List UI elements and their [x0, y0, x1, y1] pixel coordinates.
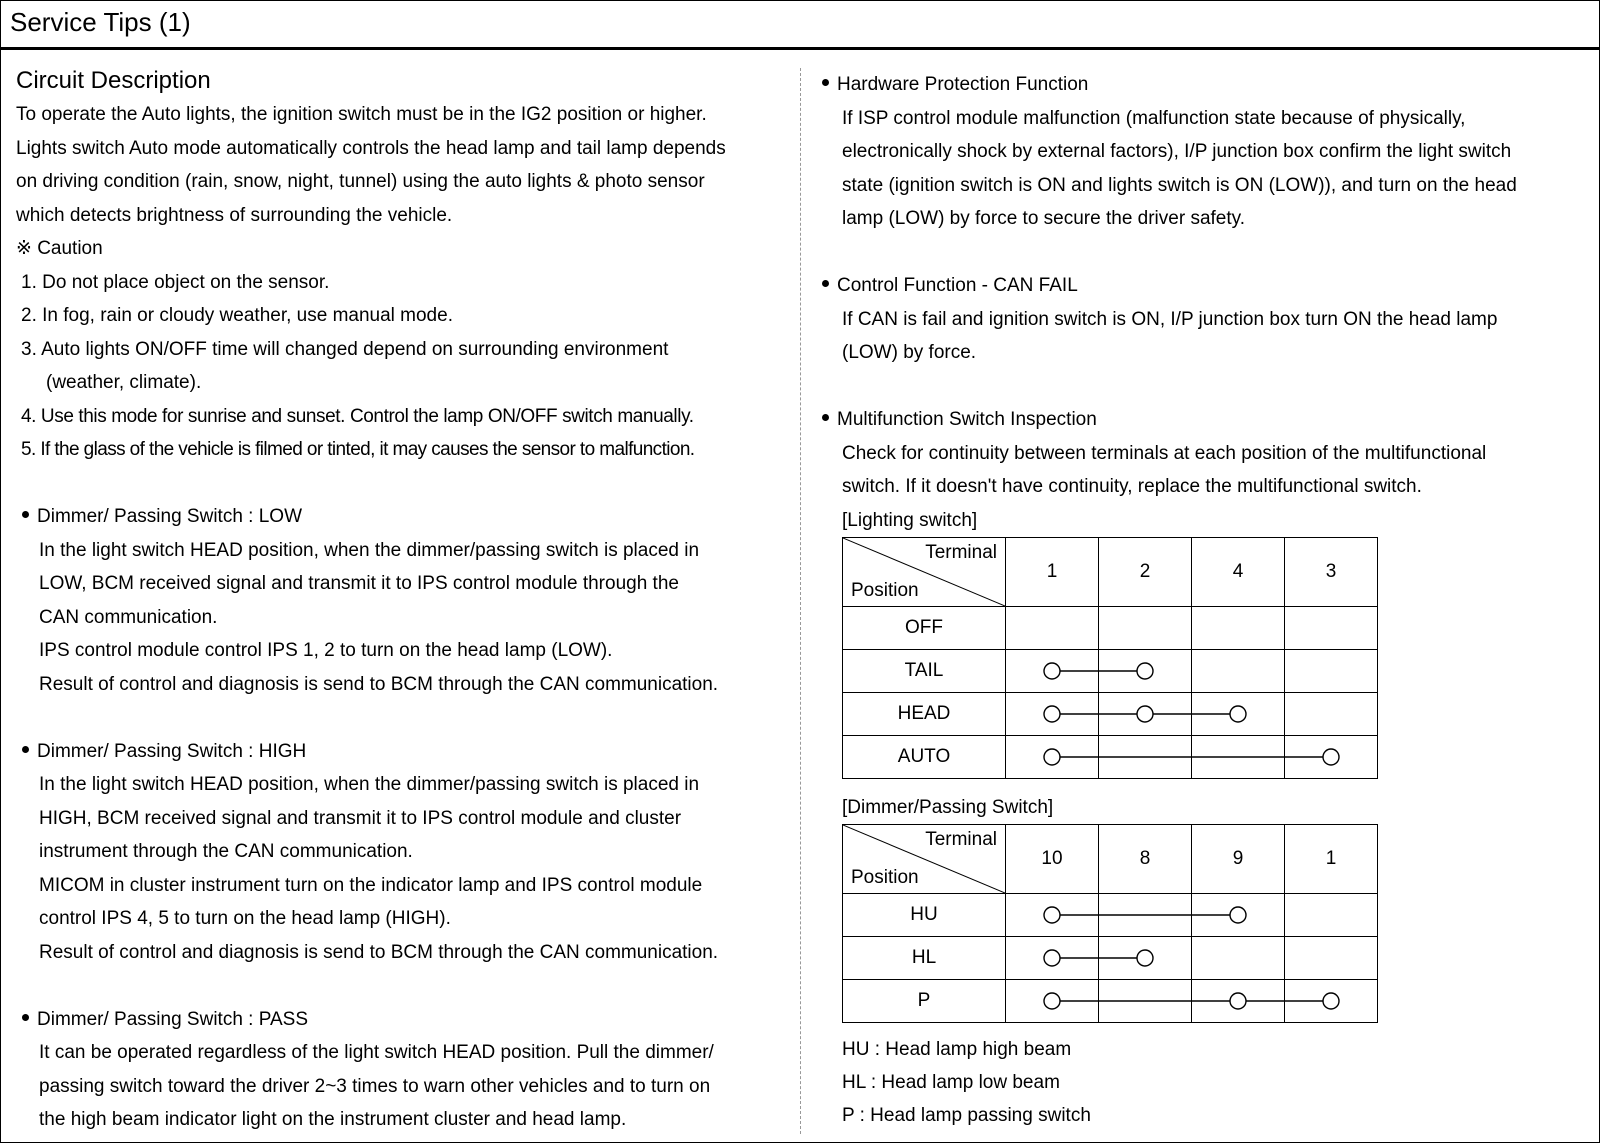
position-row-label: OFF [843, 606, 1006, 649]
low-section-title [16, 500, 786, 534]
high-line: HIGH, BCM received signal and transmit it to IPS control module and cluster [39, 807, 682, 829]
table-cell [1192, 649, 1285, 692]
pass-title-text: Dimmer/ Passing Switch : PASS [37, 1008, 309, 1030]
legend-hl: HL : Head lamp low beam [842, 1071, 1060, 1093]
table-cell [1099, 606, 1192, 649]
terminal-label: Terminal [925, 828, 997, 850]
table-row [843, 979, 1378, 1022]
table-cell [1192, 692, 1285, 735]
position-row-label: HEAD [843, 692, 1006, 735]
intro-line: To operate the Auto lights, the ignition switch must be in the IG2 position or higher. [16, 104, 707, 125]
caution-item: 4. Use this mode for sunrise and sunset. Control the lamp ON/OFF switch manually. [21, 405, 694, 427]
table-row [843, 606, 1378, 649]
intro-line: Lights switch Auto mode automatically controls the head lamp and tail lamp depends [16, 137, 726, 159]
table-cell [1285, 893, 1378, 936]
table-cell [1099, 692, 1192, 735]
table-cell [1006, 735, 1099, 778]
intro-line: which detects brightness of surrounding the vehicle. [16, 204, 453, 226]
terminal-column-header: 1 [1285, 824, 1378, 893]
hw-line: If ISP control module malfunction (malfunction state because of physically, [842, 107, 1466, 129]
circuit-description-heading: Circuit Description [16, 67, 211, 94]
position-row-label: HL [843, 936, 1006, 979]
legend-p: P : Head lamp passing switch [842, 1104, 1091, 1126]
table-cell [1285, 735, 1378, 778]
high-line: Result of control and diagnosis is send to BCM through the CAN communication. [39, 941, 719, 963]
table-cell [1006, 649, 1099, 692]
table-cell [1099, 649, 1192, 692]
bullet-icon [22, 511, 29, 518]
caution-item: 2. In fog, rain or cloudy weather, use manual mode. [21, 305, 453, 326]
left-column [16, 64, 786, 1137]
table-row [843, 735, 1378, 778]
high-line: control IPS 4, 5 to turn on the head lamp (HIGH). [39, 908, 451, 929]
right-column [822, 68, 1592, 1132]
terminal-column-header: 1 [1006, 537, 1099, 606]
table-cell [1285, 979, 1378, 1022]
table-cell [1006, 979, 1099, 1022]
terminal-column-header: 3 [1285, 537, 1378, 606]
caution-title: ※ Caution [16, 238, 103, 259]
caution-item-continued: (weather, climate). [46, 372, 202, 393]
table-cell [1285, 606, 1378, 649]
column-divider [800, 68, 801, 1134]
dimmer-table-caption: [Dimmer/Passing Switch] [842, 796, 1054, 818]
low-line: In the light switch HEAD position, when the dimmer/passing switch is placed in [39, 539, 700, 561]
hw-line: electronically shock by external factors), I/P junction box confirm the light switch [842, 141, 1512, 162]
table-row [843, 936, 1378, 979]
terminal-column-header: 2 [1099, 537, 1192, 606]
lighting-table-caption: [Lighting switch] [842, 509, 978, 531]
table-row [843, 893, 1378, 936]
low-line: CAN communication. [39, 606, 218, 628]
hw-title-text: Hardware Protection Function [837, 74, 1089, 95]
low-line: IPS control module control IPS 1, 2 to turn on the head lamp (LOW). [39, 640, 613, 661]
table-cell [1099, 936, 1192, 979]
table-row [843, 692, 1378, 735]
hw-line: state (ignition switch is ON and lights switch is ON (LOW)), and turn on the head [842, 174, 1517, 196]
high-title-text: Dimmer/ Passing Switch : HIGH [37, 740, 307, 762]
intro-line: on driving condition (rain, snow, night, tunnel) using the auto lights & photo sensor [16, 171, 705, 192]
lighting-switch-table [842, 537, 1378, 779]
page-title: Service Tips (1) [10, 7, 191, 37]
low-title-text: Dimmer/ Passing Switch : LOW [37, 506, 302, 527]
pass-line: passing switch toward the driver 2~3 times to warn other vehicles and to turn on [39, 1075, 711, 1097]
caution-item: 3. Auto lights ON/OFF time will changed depend on surrounding environment [21, 338, 669, 360]
bullet-icon [822, 79, 829, 86]
table-cell [1192, 893, 1285, 936]
table-cell [1192, 606, 1285, 649]
bullet-icon [822, 280, 829, 287]
position-label: Position [851, 866, 919, 888]
position-label: Position [851, 579, 919, 601]
table-cell [1099, 979, 1192, 1022]
can-line: (LOW) by force. [842, 342, 977, 363]
table-cell [1285, 936, 1378, 979]
position-row-label: P [843, 979, 1006, 1022]
multi-section-title [822, 403, 1592, 437]
high-section-title [16, 735, 786, 769]
terminal-label: Terminal [925, 541, 997, 563]
multi-line: switch. If it doesn't have continuity, replace the multifunctional switch. [842, 476, 1422, 497]
bullet-icon [822, 414, 829, 421]
header-diagonal-cell [843, 537, 1006, 606]
caution-item: 5. If the glass of the vehicle is filmed or tinted, it may causes the sensor to malfunction. [21, 439, 695, 460]
table-cell [1006, 606, 1099, 649]
dimmer-switch-table [842, 824, 1378, 1023]
header-diagonal-cell [843, 824, 1006, 893]
pass-line: the high beam indicator light on the instrument cluster and head lamp. [39, 1109, 627, 1130]
table-cell [1192, 735, 1285, 778]
table-cell [1006, 893, 1099, 936]
can-title-text: Control Function - CAN FAIL [837, 275, 1078, 296]
terminal-column-header: 4 [1192, 537, 1285, 606]
hw-line: lamp (LOW) by force to secure the driver safety. [842, 208, 1246, 229]
multi-line: Check for continuity between terminals at each position of the multifunctional [842, 442, 1487, 464]
header-bar [0, 0, 1600, 50]
table-cell [1285, 649, 1378, 692]
lighting-table-wrap [822, 537, 1592, 779]
low-line: Result of control and diagnosis is send to BCM through the CAN communication. [39, 673, 719, 695]
table-cell [1006, 692, 1099, 735]
position-row-label: AUTO [843, 735, 1006, 778]
table-cell [1006, 936, 1099, 979]
low-line: LOW, BCM received signal and transmit it to IPS control module through the [39, 573, 679, 594]
table-row [843, 649, 1378, 692]
legend-hu: HU : Head lamp high beam [842, 1038, 1072, 1060]
pass-line: It can be operated regardless of the light switch HEAD position. Pull the dimmer/ [39, 1042, 714, 1063]
hw-section-title [822, 68, 1592, 102]
can-section-title [822, 269, 1592, 303]
position-row-label: HU [843, 893, 1006, 936]
table-cell [1192, 936, 1285, 979]
pass-section-title [16, 1003, 786, 1037]
position-row-label: TAIL [843, 649, 1006, 692]
high-line: MICOM in cluster instrument turn on the indicator lamp and IPS control module [39, 874, 703, 896]
multi-title-text: Multifunction Switch Inspection [837, 409, 1097, 430]
bullet-icon [22, 746, 29, 753]
table-cell [1192, 979, 1285, 1022]
dimmer-table-wrap [822, 824, 1592, 1023]
caution-item: 1. Do not place object on the sensor. [21, 271, 330, 293]
high-line: instrument through the CAN communication. [39, 841, 413, 862]
table-cell [1099, 735, 1192, 778]
table-cell [1099, 893, 1192, 936]
table-cell [1285, 692, 1378, 735]
terminal-column-header: 8 [1099, 824, 1192, 893]
can-line: If CAN is fail and ignition switch is ON, I/P junction box turn ON the head lamp [842, 308, 1498, 330]
terminal-column-header: 10 [1006, 824, 1099, 893]
terminal-column-header: 9 [1192, 824, 1285, 893]
high-line: In the light switch HEAD position, when the dimmer/passing switch is placed in [39, 774, 700, 795]
bullet-icon [22, 1014, 29, 1021]
